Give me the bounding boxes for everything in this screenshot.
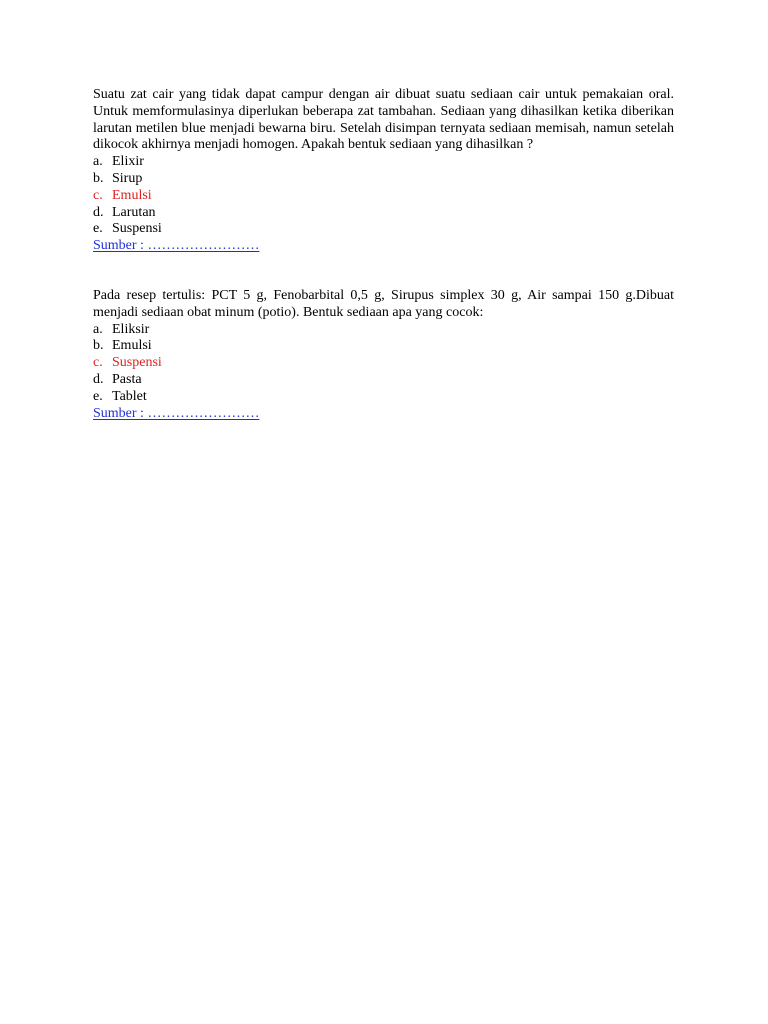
- answer-options: [93, 154, 674, 238]
- option-letter: e.: [93, 221, 103, 237]
- option-text: Sirup: [112, 170, 143, 186]
- question-text: Pada resep tertulis: PCT 5 g, Fenobarbital 0,5 g, Sirupus simplex 30 g, Air sampai 150 g.Dibuat menjadi sediaan obat minum (potio). Bentuk sediaan apa yang cocok:: [93, 287, 674, 320]
- option-e: [93, 221, 674, 238]
- question-2: [93, 288, 674, 422]
- option-c-correct: [93, 355, 674, 372]
- option-a: [93, 322, 674, 339]
- option-letter: e.: [93, 388, 103, 404]
- option-text: Suspensi: [112, 355, 162, 371]
- source-link[interactable]: Sumber : ……………………: [93, 405, 260, 421]
- option-text: Emulsi: [112, 187, 152, 203]
- answer-options: [93, 322, 674, 406]
- option-b: [93, 171, 674, 188]
- option-text: Pasta: [112, 371, 142, 387]
- question-text: Suatu zat cair yang tidak dapat campur dengan air dibuat suatu sediaan cair untuk pemakaian oral. Untuk memformulasinya diperlukan beberapa zat tambahan. Sediaan yang dihasilkan ketika diberikan larutan metilen blue menjadi bewarna biru. Setelah disimpan ternyata sediaan memisah, namun setelah dikocok akhirnya menjadi homogen. Apakah bentuk sediaan yang dihasilkan ?: [93, 87, 674, 153]
- option-letter: d.: [93, 371, 104, 387]
- option-letter: c.: [93, 355, 103, 371]
- option-d: [93, 372, 674, 389]
- option-c-correct: [93, 188, 674, 205]
- question-1: [93, 87, 674, 255]
- document-page: [93, 87, 674, 455]
- option-letter: b.: [93, 338, 104, 354]
- option-e: [93, 389, 674, 406]
- source-link[interactable]: Sumber : ……………………: [93, 238, 260, 254]
- option-letter: a.: [93, 321, 103, 337]
- option-b: [93, 338, 674, 355]
- option-letter: d.: [93, 204, 104, 220]
- option-text: Eliksir: [112, 321, 150, 337]
- option-letter: a.: [93, 154, 103, 170]
- option-d: [93, 205, 674, 222]
- option-text: Suspensi: [112, 221, 162, 237]
- option-text: Emulsi: [112, 338, 152, 354]
- option-text: Elixir: [112, 154, 144, 170]
- option-a: [93, 154, 674, 171]
- option-letter: b.: [93, 170, 104, 186]
- option-text: Larutan: [112, 204, 156, 220]
- option-letter: c.: [93, 187, 103, 203]
- option-text: Tablet: [112, 388, 147, 404]
